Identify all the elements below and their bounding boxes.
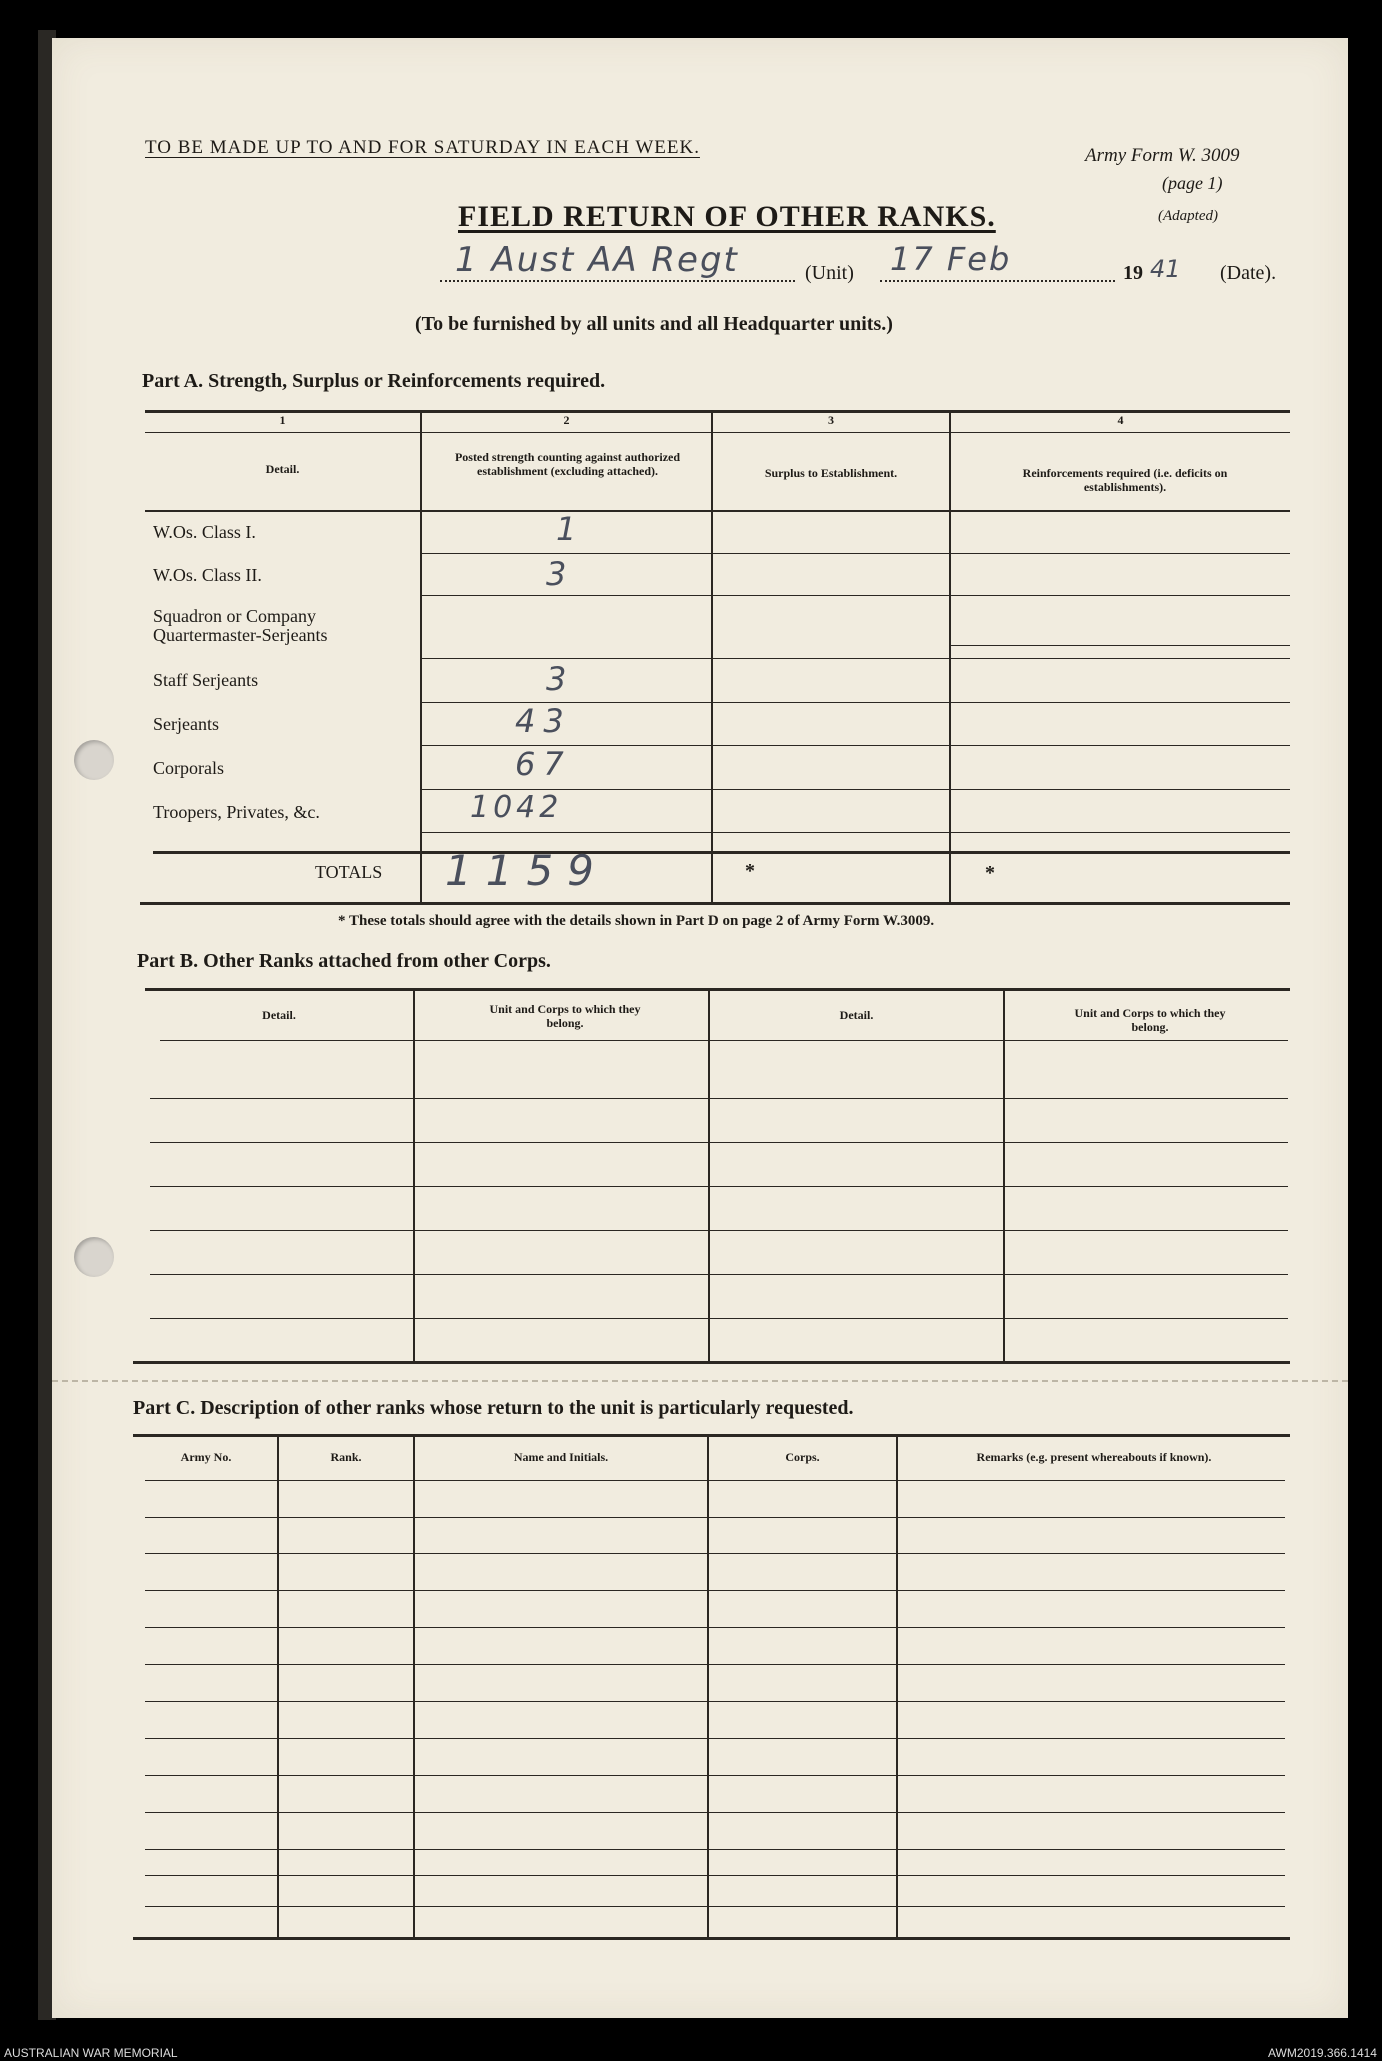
part-c-header-rank: Rank. bbox=[330, 1450, 362, 1464]
year-value: 41 bbox=[1150, 255, 1181, 283]
posted-staff-serjeants: 3 bbox=[546, 660, 567, 698]
part-c-header-army-no: Army No. bbox=[180, 1450, 232, 1464]
row-label-corporals: Corporals bbox=[153, 758, 224, 778]
date-label: (Date). bbox=[1220, 262, 1277, 284]
date-value: 17 Feb bbox=[890, 240, 1012, 278]
row-label-wo1: W.Os. Class I. bbox=[153, 522, 256, 542]
part-b-header-detail-2: Detail. bbox=[839, 1008, 874, 1022]
part-a-heading: Part A. Strength, Surplus or Reinforcements required. bbox=[142, 370, 606, 392]
unit-label: (Unit) bbox=[805, 262, 854, 284]
part-c-header-remarks: Remarks (e.g. present whereabouts if known). bbox=[976, 1450, 1212, 1464]
part-b-heading: Part B. Other Ranks attached from other Corps. bbox=[137, 950, 551, 972]
unit-dotted-line bbox=[440, 280, 795, 282]
form-adapted: (Adapted) bbox=[1158, 208, 1218, 224]
instruction-line: TO BE MADE UP TO AND FOR SATURDAY IN EACH WEEK. bbox=[145, 137, 700, 158]
totals-label: TOTALS bbox=[315, 862, 383, 882]
footer-right: AWM2019.366.1414 bbox=[1268, 2046, 1377, 2060]
posted-serjeants: 43 bbox=[515, 702, 572, 740]
posted-wo1: 1 bbox=[556, 510, 577, 548]
header-surplus: Surplus to Establishment. bbox=[764, 466, 898, 480]
perforation-line bbox=[52, 1380, 1348, 1382]
punch-hole-bottom bbox=[74, 1237, 114, 1277]
punch-hole-top bbox=[74, 740, 114, 780]
header-reinforcements: Reinforcements required (i.e. deficits on establishments). bbox=[1022, 466, 1228, 494]
col-number-4: 4 bbox=[1117, 413, 1124, 427]
form-page: (page 1) bbox=[1162, 173, 1223, 193]
row-label-staff-serjeants: Staff Serjeants bbox=[153, 670, 259, 690]
row-label-serjeants: Serjeants bbox=[153, 714, 219, 734]
totals-mark-surplus: * bbox=[745, 860, 755, 882]
part-a-footnote: * These totals should agree with the details shown in Part D on page 2 of Army Form W.3009. bbox=[338, 913, 935, 929]
col-number-2: 2 bbox=[563, 413, 570, 427]
header-posted-strength: Posted strength counting against authorized establishment (excluding attached). bbox=[454, 450, 681, 478]
date-dotted-line bbox=[880, 280, 1115, 282]
posted-privates: 1042 bbox=[470, 790, 563, 825]
posted-wo2: 3 bbox=[546, 555, 567, 593]
totals-value: 1159 bbox=[445, 846, 608, 895]
footer-left: AUSTRALIAN WAR MEMORIAL bbox=[4, 2046, 178, 2060]
totals-mark-reinforcements: * bbox=[985, 862, 995, 884]
part-c-heading: Part C. Description of other ranks whose return to the unit is particularly requested. bbox=[133, 1397, 854, 1419]
header-detail: Detail. bbox=[265, 462, 300, 476]
part-b-header-unit-1: Unit and Corps to which they belong. bbox=[489, 1002, 641, 1030]
col-number-1: 1 bbox=[279, 413, 286, 427]
unit-value: 1 Aust AA Regt bbox=[455, 240, 739, 280]
page-title: FIELD RETURN OF OTHER RANKS. bbox=[458, 200, 996, 233]
part-b-header-detail-1: Detail. bbox=[262, 1008, 296, 1022]
row-label-privates: Troopers, Privates, &c. bbox=[153, 802, 320, 822]
part-b-header-unit-2: Unit and Corps to which they belong. bbox=[1074, 1006, 1226, 1034]
posted-corporals: 67 bbox=[515, 745, 572, 783]
row-label-cqms: Squadron or Company Quartermaster-Serjeants bbox=[153, 606, 328, 645]
part-c-header-name: Name and Initials. bbox=[513, 1450, 609, 1464]
col-number-3: 3 bbox=[828, 413, 834, 427]
form-id: Army Form W. 3009 bbox=[1085, 145, 1240, 166]
row-label-wo2: W.Os. Class II. bbox=[153, 565, 262, 585]
subtitle: (To be furnished by all units and all Headquarter units.) bbox=[415, 313, 893, 335]
part-c-header-corps: Corps. bbox=[785, 1450, 820, 1464]
year-prefix: 19 bbox=[1123, 262, 1143, 284]
